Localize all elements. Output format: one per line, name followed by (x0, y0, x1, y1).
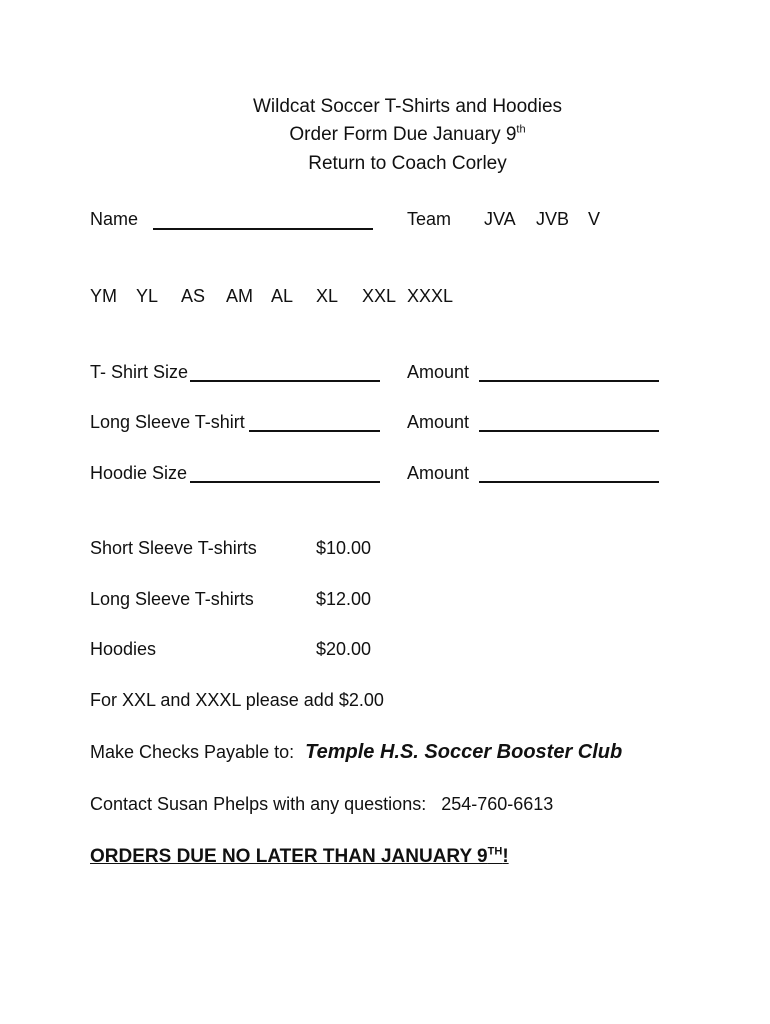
size-option-xxxl[interactable]: XXXL (407, 286, 454, 306)
return-to-heading: Return to Coach Corley (308, 153, 507, 174)
size-option-ym[interactable]: YM (90, 286, 117, 306)
name-field[interactable] (153, 228, 373, 230)
contact-phone: 254-760-6613 (441, 794, 554, 814)
long-sleeve-amount-label: Amount (407, 412, 470, 432)
form-title: Wildcat Soccer T-Shirts and Hoodies (252, 96, 563, 117)
payee-name: Temple H.S. Soccer Booster Club (305, 741, 623, 763)
due-date-text: Order Form Due January 9 (289, 124, 517, 145)
tshirt-size-field[interactable] (190, 380, 380, 382)
contact-text: Contact Susan Phelps with any questions: (90, 794, 427, 814)
size-option-xl[interactable]: XL (316, 286, 339, 306)
size-option-am[interactable]: AM (226, 286, 253, 306)
team-label: Team (407, 209, 452, 229)
price-item-long-sleeve: Long Sleeve T-shirts (90, 589, 254, 609)
hoodie-amount-label: Amount (407, 463, 470, 483)
orders-due-end: ! (502, 846, 509, 867)
size-option-al[interactable]: AL (271, 286, 294, 306)
orders-due-text: ORDERS DUE NO LATER THAN JANUARY 9 (90, 846, 488, 867)
due-date-heading (0, 124, 770, 146)
tshirt-amount-field[interactable] (479, 380, 659, 382)
team-option-v[interactable]: V (588, 209, 601, 229)
orders-due-sup: TH (487, 845, 503, 858)
checks-payable-line (90, 741, 622, 763)
price-long-sleeve: $12.00 (316, 589, 372, 609)
checks-label: Make Checks Payable to: (90, 742, 295, 762)
hoodie-size-label: Hoodie Size (90, 463, 188, 483)
tshirt-size-label: T- Shirt Size (90, 362, 189, 382)
due-date-sup: th (516, 123, 526, 136)
xxl-surcharge-note: For XXL and XXXL please add $2.00 (90, 690, 384, 710)
price-hoodies: $20.00 (316, 639, 372, 659)
long-sleeve-amount-field[interactable] (479, 430, 659, 432)
team-option-jvb[interactable]: JVB (536, 209, 570, 229)
hoodie-amount-field[interactable] (479, 481, 659, 483)
size-option-as[interactable]: AS (181, 286, 206, 306)
contact-line (90, 793, 553, 815)
tshirt-amount-label: Amount (407, 362, 470, 382)
team-option-jva[interactable]: JVA (484, 209, 516, 229)
name-label: Name (90, 209, 139, 229)
size-option-xxl[interactable]: XXL (362, 286, 397, 306)
size-option-yl[interactable]: YL (136, 286, 159, 306)
price-item-short-sleeve: Short Sleeve T-shirts (90, 538, 257, 558)
orders-due-notice (90, 846, 509, 868)
price-item-hoodies: Hoodies (90, 639, 157, 659)
price-short-sleeve: $10.00 (316, 538, 372, 558)
long-sleeve-label: Long Sleeve T-shirt (90, 412, 245, 432)
hoodie-size-field[interactable] (190, 481, 380, 483)
long-sleeve-field[interactable] (249, 430, 380, 432)
